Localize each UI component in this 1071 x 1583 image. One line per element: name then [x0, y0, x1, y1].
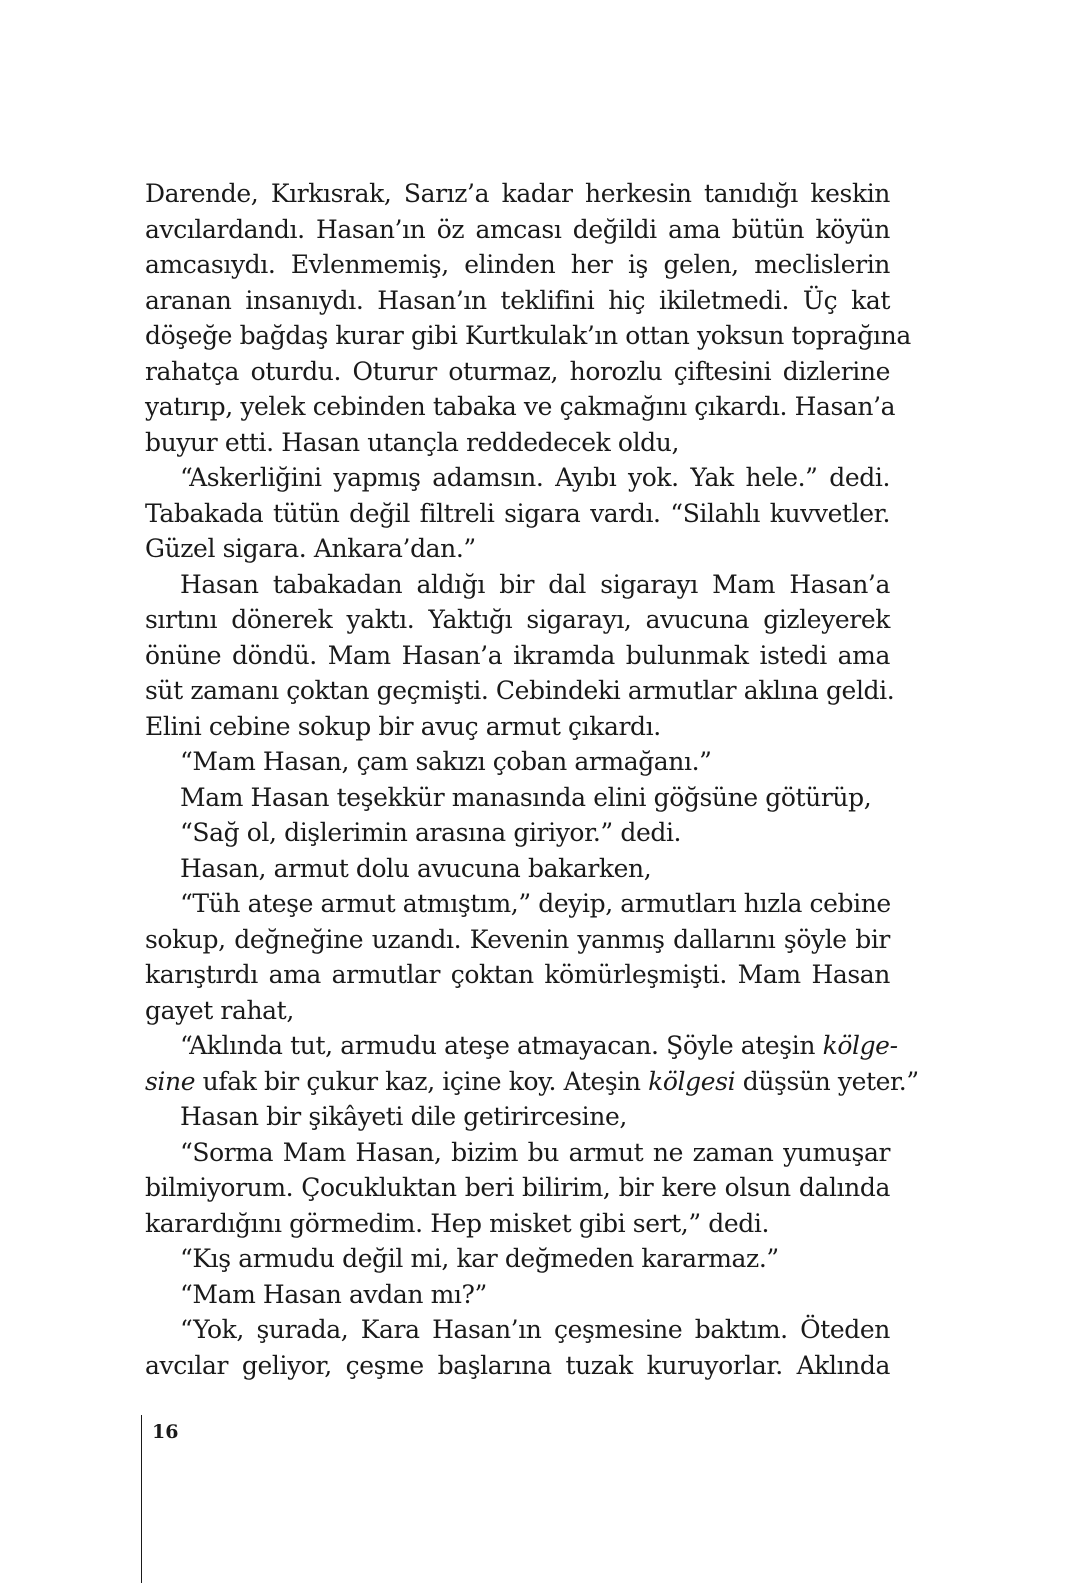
italic-run: kölgesi: [648, 1066, 736, 1096]
text-line: önüne döndü. Mam Hasan’a ikramda bulunmak istedi ama: [145, 640, 890, 670]
text-line: Tabakada tütün değil filtreli sigara vardı. “Silahlı kuvvetler.: [145, 498, 890, 528]
footer-rule: [141, 1415, 142, 1583]
italic-run: kölge-: [822, 1031, 898, 1060]
text-line: “Kış armudu değil mi, kar değmeden kararmaz.”: [180, 1244, 779, 1273]
text-line: rahatça oturdu. Oturur oturmaz, horozlu çiftesini dizlerine: [145, 356, 890, 386]
text-line: sokup, değneğine uzandı. Kevenin yanmış dallarını şöyle bir: [145, 924, 890, 954]
text-line: amcasıydı. Evlenmemiş, elinden her iş gelen, meclislerin: [145, 250, 890, 279]
page-number: 16: [152, 1421, 179, 1443]
text-line: gayet rahat,: [145, 995, 294, 1025]
text-line: “Tüh ateşe armut atmıştım,” deyip, armutları hızla cebine: [180, 889, 891, 918]
text-line: “Askerliğini yapmış adamsın. Ayıbı yok. Yak hele.” dedi.: [180, 463, 890, 492]
text-line: döşeğe bağdaş kurar gibi Kurtkulak’ın ottan yoksun toprağına: [145, 321, 911, 350]
text-line: karıştırdı ama armutlar çoktan kömürleşmişti. Mam Hasan: [145, 960, 890, 989]
text-line: yatırıp, yelek cebinden tabaka ve çakmağını çıkardı. Hasan’a: [145, 392, 896, 421]
text-line: “Sağ ol, dişlerimin arasına giriyor.” dedi.: [180, 818, 682, 847]
text-line: karardığını görmedim. Hep misket gibi sert,” dedi.: [145, 1208, 770, 1238]
body-text: [145, 176, 919, 1383]
text-line: “Yok, şurada, Kara Hasan’ın çeşmesine baktım. Öteden: [180, 1315, 890, 1344]
text-line: Güzel sigara. Ankara’dan.”: [145, 534, 476, 563]
text-run: ufak bir çukur kaz, içine koy. Ateşin: [195, 1066, 649, 1096]
text-line: Hasan bir şikâyeti dile getirircesine,: [180, 1102, 627, 1131]
text-line: Elini cebine sokup bir avuç armut çıkardı.: [145, 711, 661, 741]
text-line: süt zamanı çoktan geçmişti. Cebindeki armutlar aklına geldi.: [145, 676, 895, 705]
text-line: avcılardandı. Hasan’ın öz amcası değildi ama bütün köyün: [145, 214, 890, 244]
text-line: aranan insanıydı. Hasan’ın teklifini hiç ikiletmedi. Üç kat: [145, 285, 890, 315]
text-line: avcılar geliyor, çeşme başlarına tuzak kuruyorlar. Aklında: [145, 1350, 890, 1380]
text-run: “Aklında tut, armudu ateşe atmayacan. Şöyle ateşin: [180, 1031, 823, 1060]
text-line: Hasan tabakadan aldığı bir dal sigarayı Mam Hasan’a: [180, 569, 890, 599]
text-line: “Mam Hasan, çam sakızı çoban armağanı.”: [180, 747, 712, 776]
text-line: [145, 1064, 919, 1100]
text-line: “Mam Hasan avdan mı?”: [180, 1279, 487, 1309]
text-line: sırtını dönerek yaktı. Yaktığı sigarayı, avucuna gizleyerek: [145, 605, 890, 634]
text-line: Hasan, armut dolu avucuna bakarken,: [180, 853, 652, 883]
text-line: Mam Hasan teşekkür manasında elini göğsüne götürüp,: [180, 782, 872, 812]
text-line: [145, 1028, 898, 1064]
text-line: buyur etti. Hasan utançla reddedecek oldu,: [145, 427, 680, 457]
text-line: Darende, Kırkısrak, Sarız’a kadar herkesin tanıdığı keskin: [145, 179, 890, 208]
italic-run: sine: [145, 1066, 196, 1096]
text-run: düşsün yeter.”: [735, 1066, 919, 1096]
text-line: bilmiyorum. Çocukluktan beri bilirim, bir kere olsun dalında: [145, 1173, 890, 1202]
text-line: “Sorma Mam Hasan, bizim bu armut ne zaman yumuşar: [180, 1137, 890, 1167]
